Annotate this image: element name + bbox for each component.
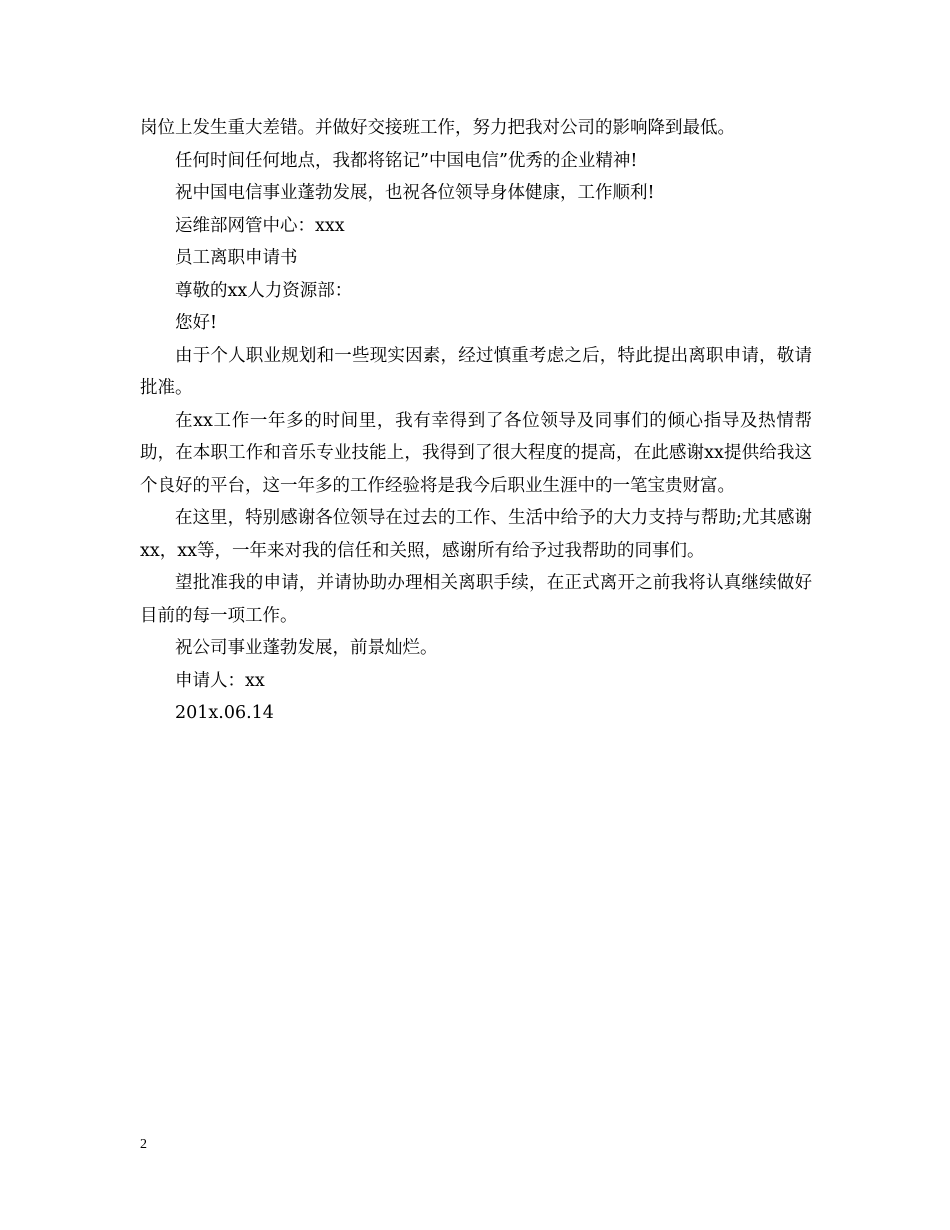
paragraph-reason: 由于个人职业规划和一些现实因素，经过慎重考虑之后，特此提出离职申请，敬请批准。 (140, 345, 812, 398)
paragraph-continuation: 岗位上发生重大差错。并做好交接班工作，努力把我对公司的影响降到最低。 (140, 118, 735, 138)
paragraph-wishes: 祝中国电信事业蓬勃发展，也祝各位领导身体健康，工作顺利! (175, 183, 655, 203)
page-number: 2 (140, 1137, 147, 1152)
salutation: 尊敬的xx人力资源部： (175, 280, 353, 301)
applicant-signature: 申请人：xx (175, 670, 265, 691)
paragraph-experience: 在xx工作一年多的时间里，我有幸得到了各位领导及同事们的倾心指导及热情帮助，在本职工作和音乐专业技能上，我得到了很大程度的提高，在此感谢xx提供给我这个良好的平台，这一年多的工作经验将是我今后职业生涯中的一笔宝贵财富。 (140, 410, 812, 496)
signature-department: 运维部网管中心：xxx (175, 215, 345, 236)
greeting: 您好! (175, 313, 218, 333)
document-body (140, 112, 812, 730)
section-title: 员工离职申请书 (175, 248, 298, 268)
paragraph-closing-wishes: 祝公司事业蓬勃发展，前景灿烂。 (175, 638, 438, 658)
application-date: 201x.06.14 (175, 703, 274, 723)
paragraph-company-spirit: 任何时间任何地点，我都将铭记”中国电信”优秀的企业精神! (175, 150, 638, 171)
paragraph-request: 望批准我的申请，并请协助办理相关离职手续，在正式离开之前我将认真继续做好目前的每一项工作。 (140, 573, 812, 626)
paragraph-thanks: 在这里，特别感谢各位领导在过去的工作、生活中给予的大力支持与帮助;尤其感谢xx，xx等，一年来对我的信任和关照，感谢所有给予过我帮助的同事们。 (140, 508, 812, 561)
